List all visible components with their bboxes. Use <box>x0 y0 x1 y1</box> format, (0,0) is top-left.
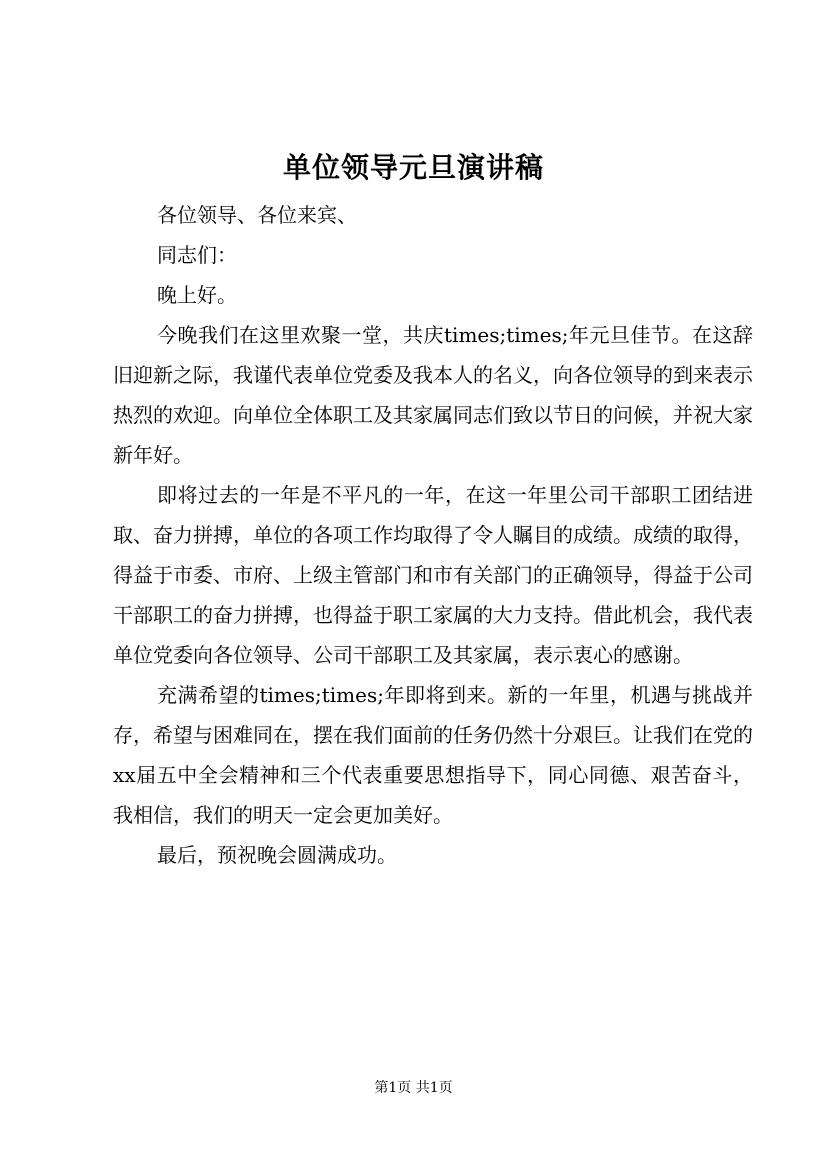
paragraph-welcome: 今晚我们在这里欢聚一堂，共庆times;times;年元旦佳节。在这辞旧迎新之际，我谨代表单位党委及我本人的名义，向各位领导的到来表示热烈的欢迎。向单位全体职工及其家属同志们致以节日的问候，并祝大家新年好。 <box>113 323 753 467</box>
paragraph-outlook: 充满希望的times;times;年即将到来。新的一年里，机遇与挑战并存，希望与困难同在，摆在我们面前的任务仍然十分艰巨。让我们在党的xx届五中全会精神和三个代表重要思想指导下，同心同德、艰苦奋斗，我相信，我们的明天一定会更加美好。 <box>113 683 753 827</box>
greeting-line-2: 同志们： <box>157 243 237 267</box>
greeting-line-3: 晚上好。 <box>157 283 237 307</box>
greeting-line-1: 各位领导、各位来宾、 <box>157 203 357 227</box>
paragraph-closing: 最后，预祝晚会圆满成功。 <box>157 843 397 867</box>
document-title: 单位领导元旦演讲稿 <box>282 151 544 184</box>
document-body <box>113 195 753 875</box>
page-footer: 第1页 共1页 <box>374 1080 453 1096</box>
paragraph-review: 即将过去的一年是不平凡的一年，在这一年里公司干部职工团结进取、奋力拼搏，单位的各项工作均取得了令人瞩目的成绩。成绩的取得，得益于市委、市府、上级主管部门和市有关部门的正确领导，得益于公司干部职工的奋力拼搏，也得益于职工家属的大力支持。借此机会，我代表单位党委向各位领导、公司干部职工及其家属，表示衷心的感谢。 <box>113 483 753 667</box>
